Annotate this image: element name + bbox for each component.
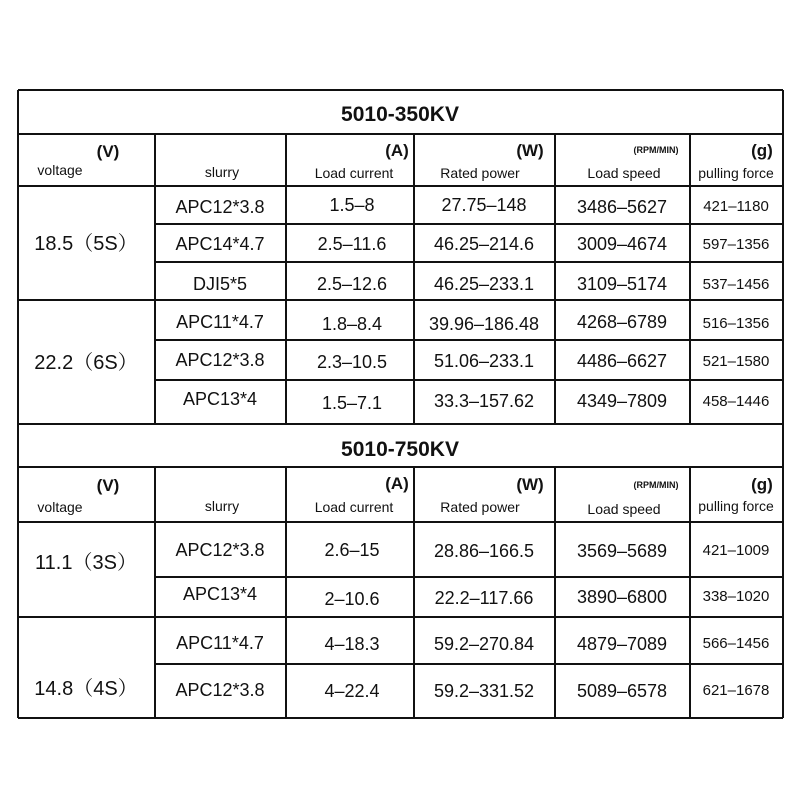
- voltage-cell: 18.5（5S）: [34, 233, 138, 255]
- force-cell: 537–1456: [702, 276, 770, 293]
- header-current: Load current: [314, 165, 394, 181]
- power-cell: 28.86–166.5: [433, 541, 535, 561]
- current-cell: 4–18.3: [324, 634, 380, 654]
- force-cell: 521–1580: [702, 353, 770, 370]
- speed-cell: 4879–7089: [576, 634, 668, 654]
- current-cell: 2.5–11.6: [317, 234, 387, 254]
- header-speed: Load speed: [587, 165, 661, 181]
- speed-cell: 4486–6627: [576, 351, 668, 371]
- slurry-cell: APC11*4.7: [176, 312, 264, 332]
- force-cell: 597–1356: [702, 236, 770, 253]
- voltage-cell: 11.1（3S）: [35, 552, 137, 574]
- speed-cell: 5089–6578: [576, 681, 668, 701]
- header-slurry: slurry: [204, 498, 240, 514]
- header-power: Rated power: [440, 499, 520, 515]
- force-cell: 458–1446: [702, 393, 770, 410]
- force-cell: 421–1009: [702, 542, 770, 559]
- slurry-cell: APC12*3.8: [175, 540, 265, 560]
- power-cell: 27.75–148: [441, 195, 527, 215]
- header-voltage: voltage: [37, 499, 83, 515]
- speed-cell: 4268–6789: [576, 312, 668, 332]
- voltage-cell: 14.8（4S）: [34, 678, 138, 700]
- speed-cell: 3486–5627: [576, 197, 668, 217]
- power-cell: 39.96–186.48: [428, 314, 540, 334]
- slurry-cell: APC14*4.7: [175, 234, 265, 254]
- force-cell: 621–1678: [702, 682, 770, 699]
- speed-cell: 3890–6800: [576, 587, 668, 607]
- header-speed: Load speed: [587, 501, 661, 517]
- force-cell: 421–1180: [703, 198, 769, 215]
- current-cell: 2.6–15: [324, 540, 380, 560]
- power-cell: 22.2–117.66: [434, 588, 534, 608]
- voltage-cell: 22.2（6S）: [34, 352, 138, 374]
- header-power: Rated power: [440, 165, 520, 181]
- power-cell: 59.2–270.84: [433, 634, 535, 654]
- header-slurry: slurry: [204, 164, 240, 180]
- power-cell: 33.3–157.62: [433, 391, 535, 411]
- speed-cell: 3009–4674: [576, 234, 668, 254]
- table-title: 5010-750KV: [341, 438, 459, 461]
- speed-cell: 3569–5689: [576, 541, 668, 561]
- slurry-cell: APC11*4.7: [176, 633, 264, 653]
- speed-cell: 4349–7809: [576, 391, 668, 411]
- power-cell: 46.25–214.6: [433, 234, 535, 254]
- header-force: pulling force: [698, 498, 774, 514]
- slurry-cell: APC12*3.8: [175, 680, 265, 700]
- header-force: pulling force: [698, 165, 774, 181]
- unit-voltage: (V): [96, 476, 120, 495]
- current-cell: 1.8–8.4: [321, 314, 383, 334]
- power-cell: 46.25–233.1: [433, 274, 535, 294]
- current-cell: 4–22.4: [324, 681, 380, 701]
- unit-power: (W): [516, 141, 544, 160]
- slurry-cell: DJI5*5: [192, 274, 248, 294]
- unit-force: (g): [751, 475, 773, 494]
- power-cell: 51.06–233.1: [433, 351, 535, 371]
- speed-cell: 3109–5174: [576, 274, 668, 294]
- header-voltage: voltage: [37, 162, 83, 178]
- slurry-cell: APC13*4: [182, 389, 258, 409]
- unit-current: (A): [385, 474, 409, 493]
- force-cell: 516–1356: [702, 315, 770, 332]
- current-cell: 2–10.6: [324, 589, 380, 609]
- current-cell: 1.5–7.1: [321, 393, 383, 413]
- current-cell: 2.5–12.6: [316, 274, 388, 294]
- unit-speed: (RPM/MIN): [633, 480, 679, 490]
- current-cell: 1.5–8: [329, 195, 375, 215]
- unit-speed: (RPM/MIN): [633, 145, 679, 155]
- slurry-cell: APC12*3.8: [175, 350, 265, 370]
- unit-force: (g): [751, 141, 773, 160]
- slurry-cell: APC12*3.8: [175, 197, 265, 217]
- unit-power: (W): [516, 475, 544, 494]
- unit-current: (A): [385, 141, 409, 160]
- unit-voltage: (V): [96, 142, 120, 161]
- header-current: Load current: [314, 499, 394, 515]
- table-title: 5010-350KV: [341, 103, 459, 126]
- force-cell: 566–1456: [702, 635, 770, 652]
- force-cell: 338–1020: [702, 588, 770, 605]
- current-cell: 2.3–10.5: [316, 352, 388, 372]
- slurry-cell: APC13*4: [182, 584, 258, 604]
- power-cell: 59.2–331.52: [433, 681, 535, 701]
